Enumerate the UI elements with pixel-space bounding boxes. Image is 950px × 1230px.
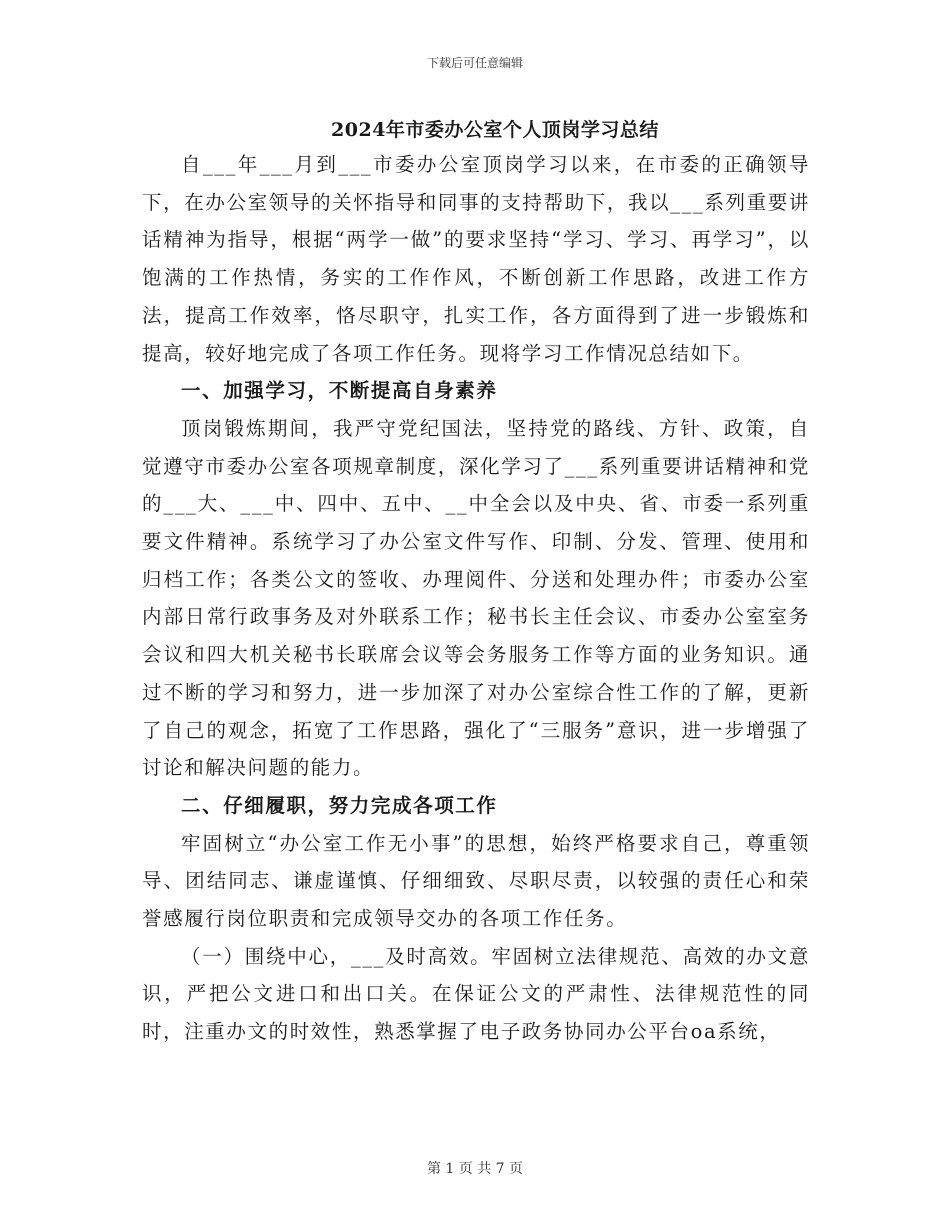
- paragraph-intro: 自___年___月到___市委办公室顶岗学习以来，在市委的正确领导下，在办公室领导的关怀指导和同事的支持帮助下，我以___系列重要讲话精神为指导，根据“两学一做”的要求坚持“学习、学习、再学习”，以饱满的工作热情，务实的工作作风，不断创新工作思路，改进工作方法，提高工作效率，恪尽职守，扎实工作，各方面得到了进一步锻炼和提高，较好地完成了各项工作任务。现将学习工作情况总结如下。: [142, 153, 810, 365]
- document-body: [142, 146, 810, 1051]
- paragraph-subsection-1: （一）围绕中心，___及时高效。牢固树立法律规范、高效的办文意识，严把公文进口和出口关。在保证公文的严肃性、法律规范性的同时，注重办文的时效性，熟悉掌握了电子政务协同办公平台oa系统，: [142, 944, 810, 1044]
- section-heading-1: 一、加强学习，不断提高自身素养: [181, 379, 498, 403]
- paragraph-duties: 牢固树立“办公室工作无小事”的思想，始终严格要求自己，尊重领导、团结同志、谦虚谨慎、仔细细致、尽职尽责，以较强的责任心和荣誉感履行岗位职责和完成领导交办的各项工作任务。: [142, 831, 810, 931]
- page-header-note: 下载后可任意编辑: [426, 56, 523, 70]
- paragraph-study: 顶岗锻炼期间，我严守党纪国法，坚持党的路线、方针、政策，自觉遵守市委办公室各项规章制度，深化学习了___系列重要讲话精神和党的___大、___中、四中、五中、__中全会以及中央、省、市委一系列重要文件精神。系统学习了办公室文件写作、印制、分发、管理、使用和归档工作；各类公文的签收、办理阅件、分送和处理办件；市委办公室内部日常行政事务及对外联系工作；秘书长主任会议、市委办公室室务会议和四大机关秘书长联席会议等会务服务工作等方面的业务知识。通过不断的学习和努力，进一步加深了对办公室综合性工作的了解，更新了自己的观念，拓宽了工作思路，强化了“三服务”意识，进一步增强了讨论和解决问题的能力。: [142, 416, 810, 780]
- section-heading-2: 二、仔细履职，努力完成各项工作: [181, 793, 498, 817]
- page-footer-number: 第 1 页 共 7 页: [426, 1161, 524, 1177]
- document-title: 2024年市委办公室个人顶岗学习总结: [331, 119, 659, 141]
